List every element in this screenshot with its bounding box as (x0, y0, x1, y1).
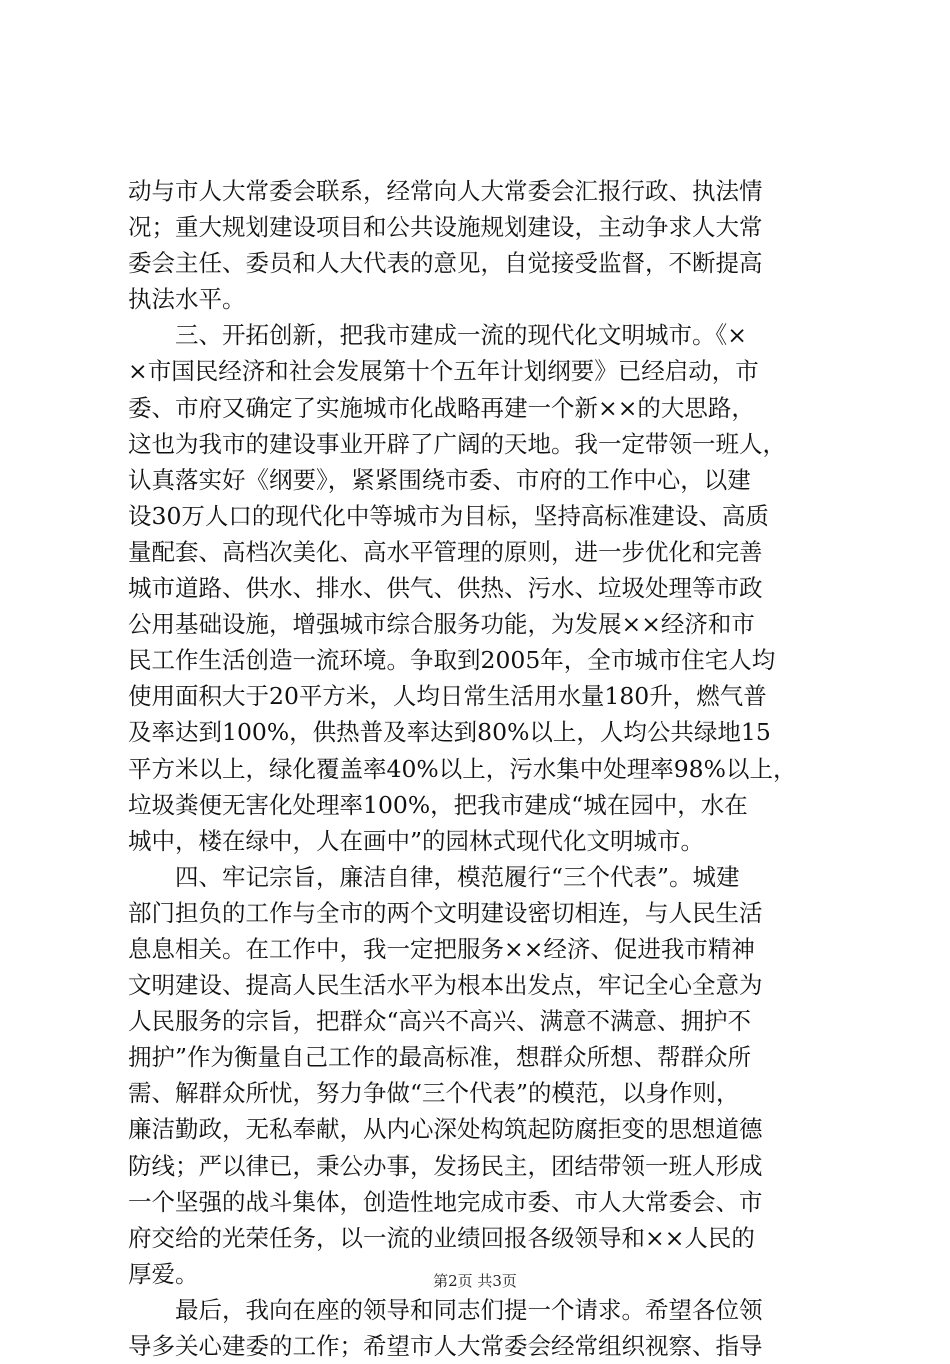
text-line: 城中，楼在绿中，人在画中”的园林式现代化文明城市。 (128, 826, 705, 855)
text-line: 文明建设、提高人民生活水平为根本出发点，牢记全心全意为 (128, 971, 763, 1000)
text-line: 需、解群众所忧，努力争做“三个代表”的模范，以身作则， (128, 1079, 740, 1108)
text-line: 动与市人大常委会联系，经常向人大常委会汇报行政、执法情 (128, 177, 763, 205)
text-line: 城市道路、供水、排水、供气、供热、污水、垃圾处理等市政 (128, 574, 763, 603)
text-line: 廉洁勤政，无私奉献，从内心深处构筑起防腐拒变的思想道德 (128, 1115, 763, 1144)
text-line: ×市国民经济和社会发展第十个五年计划纲要》已经启动，市 (128, 357, 759, 386)
text-line: 况；重大规划建设项目和公共设施规划建设，主动争求人大常 (128, 213, 763, 242)
text-line: 一个坚强的战斗集体，创造性地完成市委、市人大常委会、市 (128, 1187, 763, 1216)
text-line: 厚爱。 (128, 1259, 199, 1288)
text-line: 委会主任、委员和人大代表的意见，自觉接受监督，不断提高 (128, 249, 763, 278)
text-line: 府交给的光荣任务，以一流的业绩回报各级领导和××人民的 (128, 1223, 755, 1252)
text-line: 量配套、高档次美化、高水平管理的原则，进一步优化和完善 (128, 537, 763, 566)
text-line: 拥护”作为衡量自己工作的最高标准，想群众所想、帮群众所 (128, 1043, 752, 1072)
text-line: 平方米以上，绿化覆盖率40%以上，污水集中处理率98%以上， (128, 754, 797, 783)
text-line: 人民服务的宗旨，把群众“高兴不高兴、满意不满意、拥护不 (128, 1007, 752, 1036)
text-line: 设30万人口的现代化中等城市为目标，坚持高标准建设、高质 (128, 501, 769, 530)
text-line: 垃圾粪便无害化处理率100%，把我市建成“城在园中，水在 (128, 790, 748, 819)
text-line: 导多关心建委的工作；希望市人大常委会经常组织视察、指导 (128, 1332, 763, 1360)
text-line: 最后，我向在座的领导和同志们提一个请求。希望各位领 (128, 1295, 763, 1324)
body-text (128, 173, 848, 1364)
text-line: 部门担负的工作与全市的两个文明建设密切相连，与人民生活 (128, 898, 763, 927)
text-line: 认真落实好《纲要》，紧紧围绕市委、市府的工作中心，以建 (128, 465, 751, 494)
text-line: 防线；严以律已，秉公办事，发扬民主，团结带领一班人形成 (128, 1151, 763, 1180)
text-line: 执法水平。 (128, 285, 246, 314)
text-line: 及率达到100%，供热普及率达到80%以上，人均公共绿地15 (128, 718, 771, 747)
text-line: 民工作生活创造一流环境。争取到2005年，全市城市住宅人均 (128, 646, 776, 675)
page-footer: 第2页 共3页 (433, 1272, 517, 1290)
text-line: 四、牢记宗旨，廉洁自律，模范履行“三个代表”。城建 (128, 862, 740, 891)
text-line: 使用面积大于20平方米，人均日常生活用水量180升，燃气普 (128, 682, 767, 711)
text-line: 委、市府又确定了实施城市化战略再建一个新××的大思路， (128, 393, 755, 422)
text-line: 三、开拓创新，把我市建成一流的现代化文明城市。《× (128, 321, 747, 350)
text-line: 息息相关。在工作中，我一定把服务××经济、促进我市精神 (128, 934, 755, 963)
text-line: 公用基础设施，增强城市综合服务功能，为发展××经济和市 (128, 610, 755, 639)
text-line: 这也为我市的建设事业开辟了广阔的天地。我一定带领一班人， (128, 429, 786, 458)
